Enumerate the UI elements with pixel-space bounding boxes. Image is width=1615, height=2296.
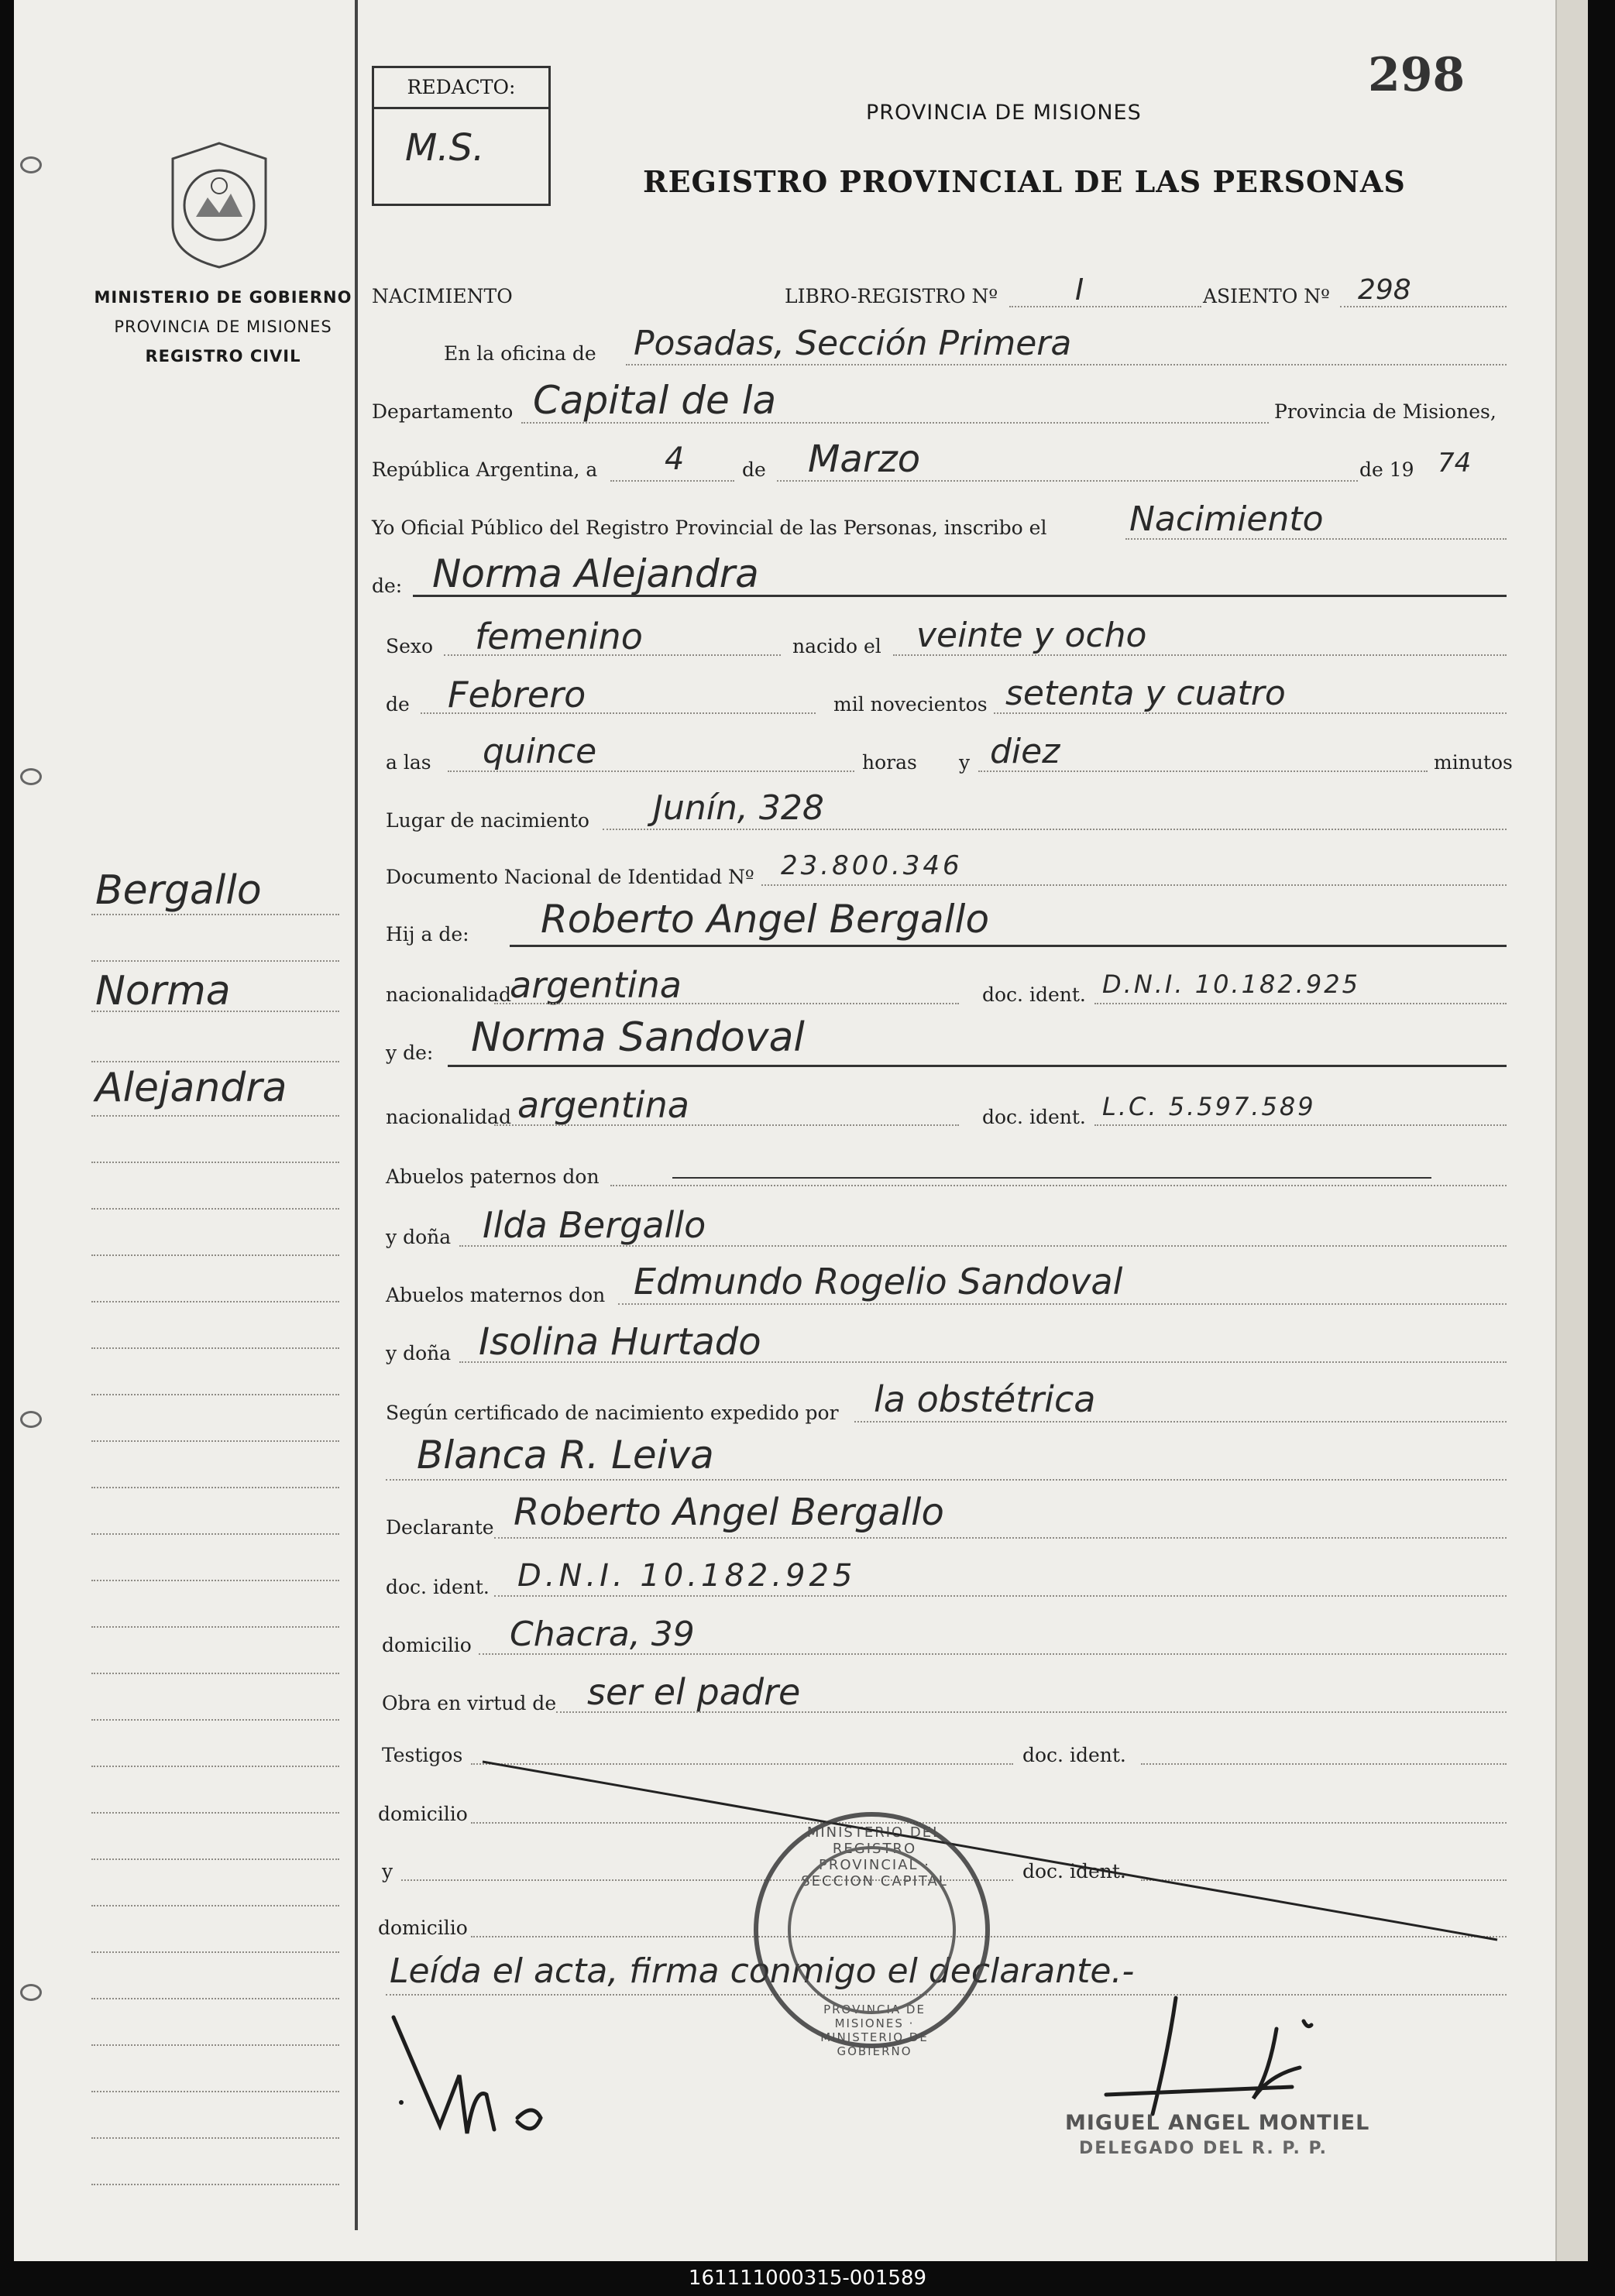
y-dona1-label: y doña bbox=[386, 1226, 452, 1248]
de-label: de bbox=[742, 458, 766, 481]
margin-separator bbox=[355, 0, 358, 2230]
minutos-value: diez bbox=[990, 732, 1060, 771]
stamp-outer-text: MINISTERIO DEL REGISTRO PROVINCIAL · SECCION CAPITAL bbox=[801, 1824, 948, 1889]
domicilio3-label: domicilio bbox=[378, 1917, 468, 1939]
republica-label: República Argentina, a bbox=[372, 458, 598, 481]
oficial-value: Nacimiento bbox=[1129, 499, 1324, 539]
doc2-value: L.C. 5.597.589 bbox=[1102, 1092, 1316, 1121]
segun-label: Según certificado de nacimiento expedido por bbox=[386, 1402, 839, 1424]
asiento-label: ASIENTO Nº bbox=[1203, 285, 1330, 307]
horas-value: quince bbox=[483, 732, 597, 771]
horas-label: horas bbox=[862, 751, 917, 774]
dni-value: 23.800.346 bbox=[781, 850, 963, 881]
doc3-value: D.N.I. 10.182.925 bbox=[517, 1558, 857, 1594]
margin-note-surname: Bergallo bbox=[95, 867, 262, 914]
mil-value: setenta y cuatro bbox=[1005, 674, 1286, 713]
redacto-label: REDACTO: bbox=[374, 68, 548, 109]
margin-note-name1: Norma bbox=[95, 968, 231, 1014]
binder-ring-icon bbox=[14, 767, 45, 784]
lugar-label: Lugar de nacimiento bbox=[386, 809, 589, 832]
y-label: y bbox=[959, 751, 971, 774]
oficial-label: Yo Oficial Público del Registro Provincial de las Personas, inscribo el bbox=[372, 517, 1047, 539]
domicilio-label: domicilio bbox=[382, 1634, 472, 1656]
sexo-label: Sexo bbox=[386, 635, 434, 657]
doc1-value: D.N.I. 10.182.925 bbox=[1102, 970, 1360, 999]
official-signature-icon bbox=[1091, 1982, 1385, 2130]
ministry-line1: MINISTERIO DE GOBIERNO bbox=[94, 288, 352, 307]
declarante-label: Declarante bbox=[386, 1516, 494, 1539]
doc4-label: doc. ident. bbox=[1022, 1744, 1126, 1766]
binder-ring-icon bbox=[14, 155, 45, 172]
ministry-line2: PROVINCIA DE MISIONES bbox=[114, 317, 332, 336]
sexo-value: femenino bbox=[475, 616, 643, 657]
margin-column bbox=[14, 0, 355, 2261]
nacionalidad2-label: nacionalidad bbox=[386, 1106, 511, 1128]
a-las-label: a las bbox=[386, 751, 431, 774]
official-stamp bbox=[754, 1812, 990, 2058]
y-de-label: y de: bbox=[386, 1042, 434, 1064]
lugar-value: Junín, 328 bbox=[653, 788, 824, 828]
document-page bbox=[14, 0, 1557, 2261]
ministry-line3: REGISTRO CIVIL bbox=[145, 347, 301, 366]
de-nombre-label: de: bbox=[372, 575, 403, 597]
redacto-box bbox=[372, 66, 551, 206]
abuela-paterna-value: Ilda Bergallo bbox=[483, 1204, 706, 1246]
provincial-seal-icon bbox=[165, 139, 273, 271]
abuelos-paternos-label: Abuelos paternos don bbox=[386, 1165, 600, 1188]
oficina-value: Posadas, Sección Primera bbox=[634, 324, 1072, 363]
doc1-label: doc. ident. bbox=[982, 983, 1086, 1006]
nacido-label: nacido el bbox=[792, 635, 881, 657]
page-title: REGISTRO PROVINCIAL DE LAS PERSONAS bbox=[643, 164, 1406, 199]
binder-ring-icon bbox=[14, 1982, 45, 1999]
departamento-label: Departamento bbox=[372, 400, 514, 423]
departamento-value: Capital de la bbox=[533, 378, 777, 423]
document-id-footer: 161111000315-001589 bbox=[0, 2261, 1615, 2296]
provincia-suffix: Provincia de Misiones, bbox=[1274, 400, 1496, 423]
dni-label: Documento Nacional de Identidad Nº bbox=[386, 866, 754, 888]
doc3-label: doc. ident. bbox=[386, 1576, 490, 1598]
de-anio-label: de 19 bbox=[1359, 458, 1414, 481]
page-edge bbox=[1557, 0, 1588, 2261]
doc2-label: doc. ident. bbox=[982, 1106, 1086, 1128]
domicilio2-label: domicilio bbox=[378, 1803, 468, 1825]
witness-strike-line bbox=[479, 1758, 1501, 1944]
margin-note-name2: Alejandra bbox=[95, 1065, 287, 1111]
page-number: 298 bbox=[1368, 48, 1466, 102]
record-type-label: NACIMIENTO bbox=[372, 285, 513, 307]
official-title: DELEGADO DEL R. P. P. bbox=[1079, 2139, 1328, 2158]
father-name: Roberto Angel Bergallo bbox=[541, 897, 990, 942]
y-dona2-label: y doña bbox=[386, 1342, 452, 1364]
nacido-value: veinte y ocho bbox=[916, 616, 1147, 655]
libro-label: LIBRO-REGISTRO Nº bbox=[785, 285, 998, 307]
segun-value: la obstétrica bbox=[874, 1378, 1096, 1420]
de-mes-label: de bbox=[386, 693, 410, 716]
hijo-label: Hij a de: bbox=[386, 923, 469, 946]
libro-value: I bbox=[1075, 273, 1084, 307]
nacionalidad1-value: argentina bbox=[510, 964, 682, 1006]
binder-ring-icon bbox=[14, 1409, 45, 1426]
mil-label: mil novecientos bbox=[833, 693, 988, 716]
domicilio-value: Chacra, 39 bbox=[510, 1615, 695, 1654]
child-name: Norma Alejandra bbox=[432, 551, 759, 596]
anio-value: 74 bbox=[1438, 448, 1472, 479]
mes-value: Marzo bbox=[808, 438, 921, 481]
doc5-label: doc. ident. bbox=[1022, 1860, 1126, 1882]
nacionalidad2-value: argentina bbox=[517, 1084, 689, 1126]
mother-name: Norma Sandoval bbox=[471, 1014, 805, 1061]
official-name: MIGUEL ANGEL MONTIEL bbox=[1065, 2111, 1370, 2135]
obra-label: Obra en virtud de bbox=[382, 1692, 557, 1714]
oficina-label: En la oficina de bbox=[444, 342, 596, 365]
asiento-value: 298 bbox=[1358, 274, 1411, 306]
abuela-materna-value: Isolina Hurtado bbox=[479, 1320, 761, 1364]
abuelos-maternos-label: Abuelos maternos don bbox=[386, 1284, 606, 1306]
declarant-signature-icon bbox=[386, 2002, 587, 2149]
segun-value2: Blanca R. Leiva bbox=[417, 1433, 714, 1477]
declarante-value: Roberto Angel Bergallo bbox=[514, 1491, 944, 1534]
stamp-inner-text: PROVINCIA DE MISIONES · MINISTERIO DE GOBIERNO bbox=[820, 2003, 929, 2058]
y2-label: y bbox=[382, 1860, 393, 1882]
obra-value: ser el padre bbox=[587, 1671, 801, 1713]
abuelo-materno-value: Edmundo Rogelio Sandoval bbox=[634, 1261, 1123, 1302]
minutos-label: minutos bbox=[1434, 751, 1513, 774]
closing-statement: Leída el acta, firma conmigo el declarante.- bbox=[390, 1951, 1135, 1991]
mes-nac-value: Febrero bbox=[448, 674, 586, 716]
header-province: PROVINCIA DE MISIONES bbox=[866, 101, 1142, 125]
redacto-value: M.S. bbox=[405, 126, 485, 170]
dia-value: 4 bbox=[665, 441, 685, 477]
testigos-label: Testigos bbox=[382, 1744, 463, 1766]
nacionalidad1-label: nacionalidad bbox=[386, 983, 511, 1006]
